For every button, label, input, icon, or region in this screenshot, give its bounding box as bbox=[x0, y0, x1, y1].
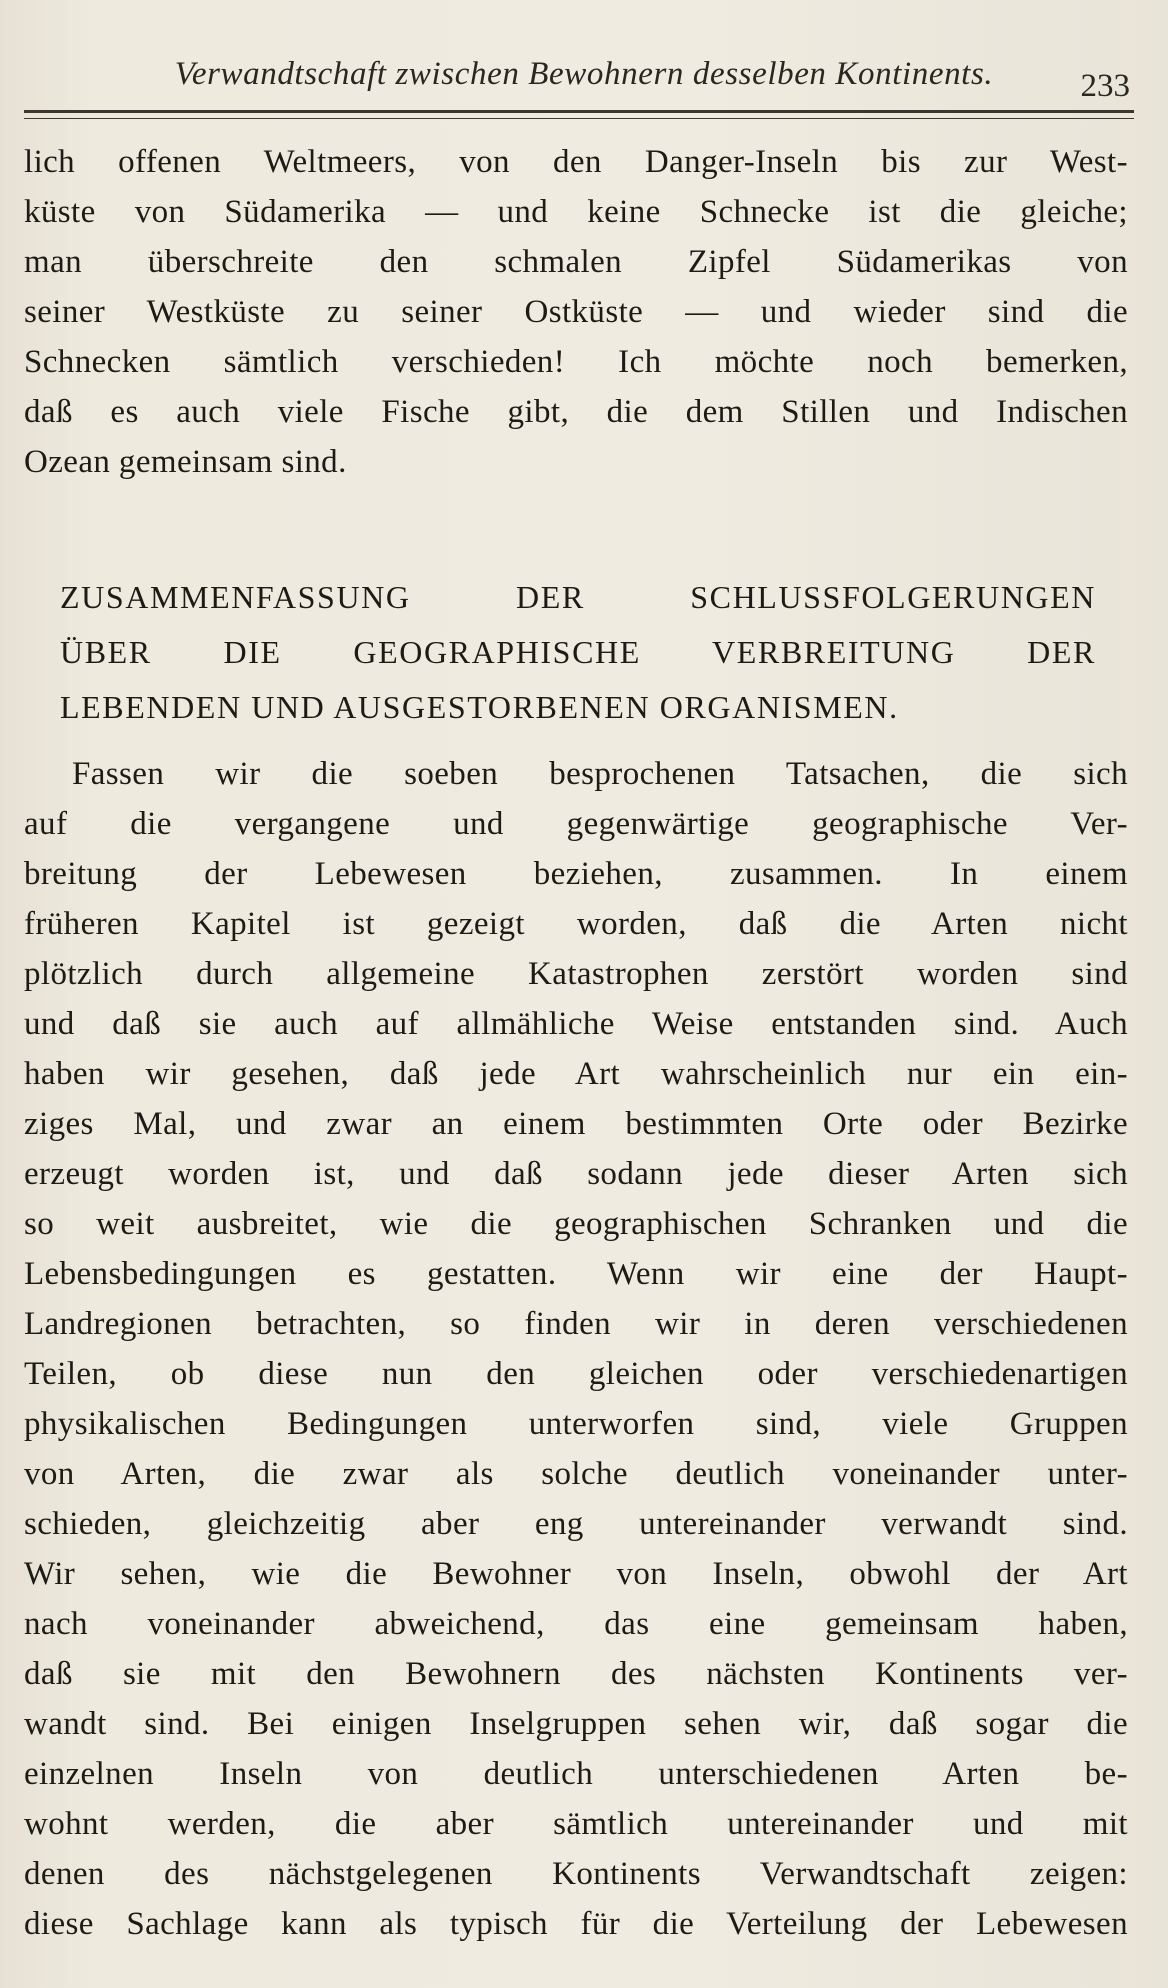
text-line: schieden, gleichzeitig aber eng untereinander verwandt sind. bbox=[24, 1506, 1128, 1542]
section-heading bbox=[60, 570, 1096, 735]
text-line: man überschreite den schmalen Zipfel Südamerikas von bbox=[24, 244, 1128, 280]
running-title: Verwandtschaft zwischen Bewohnern desselben Kontinents. bbox=[174, 56, 994, 92]
text-line: Teilen, ob diese nun den gleichen oder verschiedenartigen bbox=[24, 1356, 1128, 1392]
text-line: und daß sie auch auf allmähliche Weise entstanden sind. Auch bbox=[24, 1006, 1128, 1042]
text-line: nach voneinander abweichend, das eine gemeinsam haben, bbox=[24, 1606, 1128, 1642]
text-line: erzeugt worden ist, und daß sodann jede dieser Arten sich bbox=[24, 1156, 1128, 1192]
text-line: Ozean gemeinsam sind. bbox=[24, 444, 347, 480]
text-line: haben wir gesehen, daß jede Art wahrscheinlich nur ein ein- bbox=[24, 1056, 1128, 1092]
text-line: Fassen wir die soeben besprochenen Tatsachen, die sich bbox=[72, 756, 1128, 792]
text-line: plötzlich durch allgemeine Katastrophen zerstört worden sind bbox=[24, 956, 1128, 992]
heading-line: ZUSAMMENFASSUNG DER SCHLUSSFOLGERUNGEN bbox=[60, 579, 1096, 615]
text-line: einzelnen Inseln von deutlich unterschiedenen Arten be- bbox=[24, 1756, 1128, 1792]
paragraph-summary bbox=[24, 749, 1128, 1949]
text-line: Landregionen betrachten, so finden wir in deren verschiedenen bbox=[24, 1306, 1128, 1342]
text-line: daß sie mit den Bewohnern des nächsten Kontinents ver- bbox=[24, 1656, 1128, 1692]
text-line: wohnt werden, die aber sämtlich untereinander und mit bbox=[24, 1806, 1128, 1842]
header-rule-thick bbox=[24, 110, 1134, 113]
paragraph-continued bbox=[24, 137, 1128, 487]
text-line: von Arten, die zwar als solche deutlich voneinander unter- bbox=[24, 1456, 1128, 1492]
text-line: breitung der Lebewesen beziehen, zusammen. In einem bbox=[24, 856, 1128, 892]
text-line: Lebensbedingungen es gestatten. Wenn wir eine der Haupt- bbox=[24, 1256, 1128, 1292]
heading-line: ÜBER DIE GEOGRAPHISCHE VERBREITUNG DER bbox=[60, 634, 1096, 670]
page-header bbox=[0, 56, 1168, 106]
text-line: früheren Kapitel ist gezeigt worden, daß die Arten nicht bbox=[24, 906, 1128, 942]
heading-line: LEBENDEN UND AUSGESTORBENEN ORGANISMEN. bbox=[60, 689, 899, 725]
text-line: diese Sachlage kann als typisch für die Verteilung der Lebewesen bbox=[24, 1906, 1128, 1942]
text-line: küste von Südamerika — und keine Schnecke ist die gleiche; bbox=[24, 194, 1128, 230]
header-rule-thin bbox=[24, 118, 1134, 119]
text-line: physikalischen Bedingungen unterworfen sind, viele Gruppen bbox=[24, 1406, 1128, 1442]
text-line: Schnecken sämtlich verschieden! Ich möchte noch bemerken, bbox=[24, 344, 1128, 380]
text-line: lich offenen Weltmeers, von den Danger-Inseln bis zur West- bbox=[24, 144, 1128, 180]
page-number: 233 bbox=[1080, 68, 1130, 104]
text-line: daß es auch viele Fische gibt, die dem Stillen und Indischen bbox=[24, 394, 1128, 430]
text-line: auf die vergangene und gegenwärtige geographische Ver- bbox=[24, 806, 1128, 842]
text-line: seiner Westküste zu seiner Ostküste — und wieder sind die bbox=[24, 294, 1128, 330]
text-line: denen des nächstgelegenen Kontinents Verwandtschaft zeigen: bbox=[24, 1856, 1128, 1892]
text-line: wandt sind. Bei einigen Inselgruppen sehen wir, daß sogar die bbox=[24, 1706, 1128, 1742]
text-line: Wir sehen, wie die Bewohner von Inseln, obwohl der Art bbox=[24, 1556, 1128, 1592]
text-line: so weit ausbreitet, wie die geographischen Schranken und die bbox=[24, 1206, 1128, 1242]
text-line: ziges Mal, und zwar an einem bestimmten Orte oder Bezirke bbox=[24, 1106, 1128, 1142]
